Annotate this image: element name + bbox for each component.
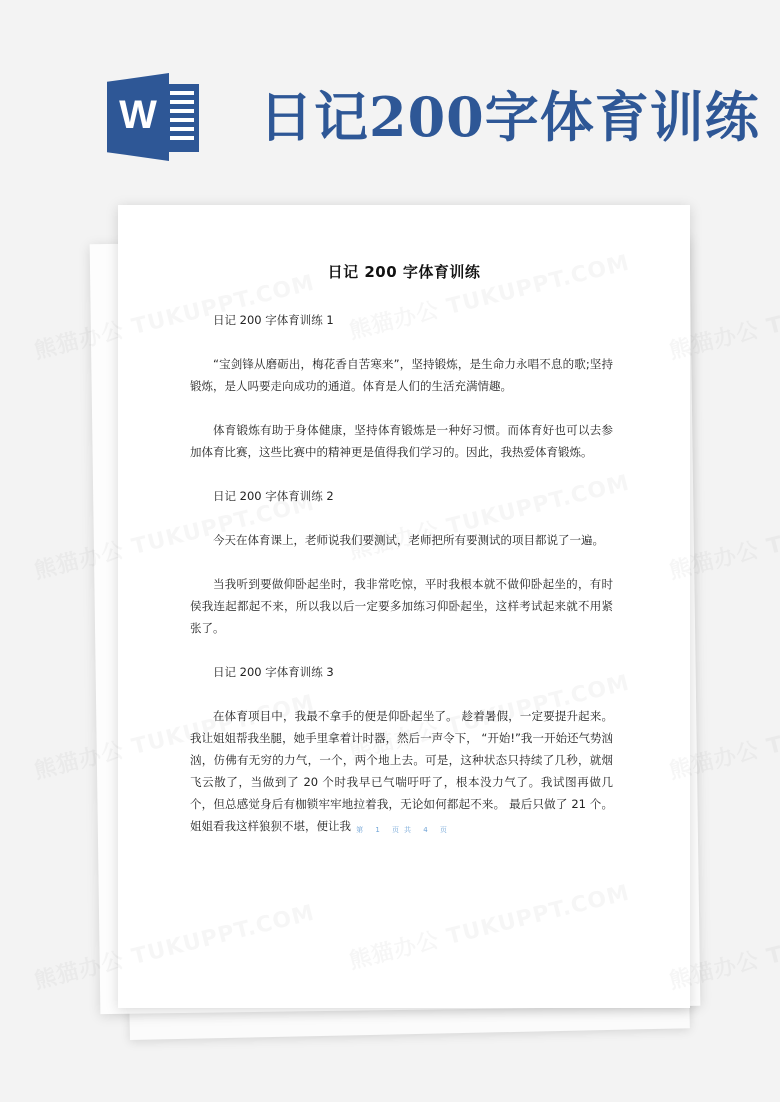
document-body	[190, 309, 613, 837]
section-heading-2: 日记 200 字体育训练 2	[213, 489, 334, 503]
paragraph: 今天在体育课上，老师说我们要测试，老师把所有要测试的项目都说了一遍。	[213, 533, 604, 547]
word-logo-letter: W	[119, 93, 157, 137]
header-banner	[107, 67, 760, 167]
document-page	[118, 205, 690, 1008]
paragraph: 在体育项目中，我最不拿手的便是仰卧起坐了。 趁着暑假，一定要提升起来。我让姐姐帮我坐腿，她手里拿着计时器，然后一声令下， “开始!”我一开始还气势汹汹，仿佛有无穷的力气，一个，两个地上去。可是，这种状态只持续了几秒，就烟飞云散了，当做到了 20 个时我早已气喘吁吁了，根本没力气了。我试图再做几个，但总感觉身后有枷锁牢牢地拉着我，无论如何都起不来。 最后只做了 21 个。姐姐看我这样狼狈不堪，便让我	[190, 709, 613, 833]
section-heading-3: 日记 200 字体育训练 3	[213, 665, 334, 679]
section-heading-1: 日记 200 字体育训练 1	[213, 313, 334, 327]
word-logo-doc-lines	[165, 84, 199, 152]
paragraph: “宝剑锋从磨砺出，梅花香自苦寒来”，坚持锻炼，是生命力永唱不息的歌;坚持锻炼，是人吗要走向成功的通道。体育是人们的生活充满情趣。	[190, 357, 613, 393]
paragraph: 体育锻炼有助于身体健康，坚持体育锻炼是一种好习惯。而体育好也可以去参加体育比赛，这些比赛中的精神更是值得我们学习的。因此，我热爱体育锻炼。	[190, 423, 613, 459]
word-document-icon	[107, 69, 207, 165]
page-footer: 第 1 页共 4 页	[356, 826, 452, 834]
document-title: 日记 200 字体育训练	[327, 263, 481, 281]
paragraph: 当我听到要做仰卧起坐时，我非常吃惊，平时我根本就不做仰卧起坐的，有时侯我连起都起不来，所以我以后一定要多加练习仰卧起坐，这样考试起来就不用紧张了。	[190, 577, 613, 635]
banner-title: 日记200字体育训练	[259, 85, 760, 149]
